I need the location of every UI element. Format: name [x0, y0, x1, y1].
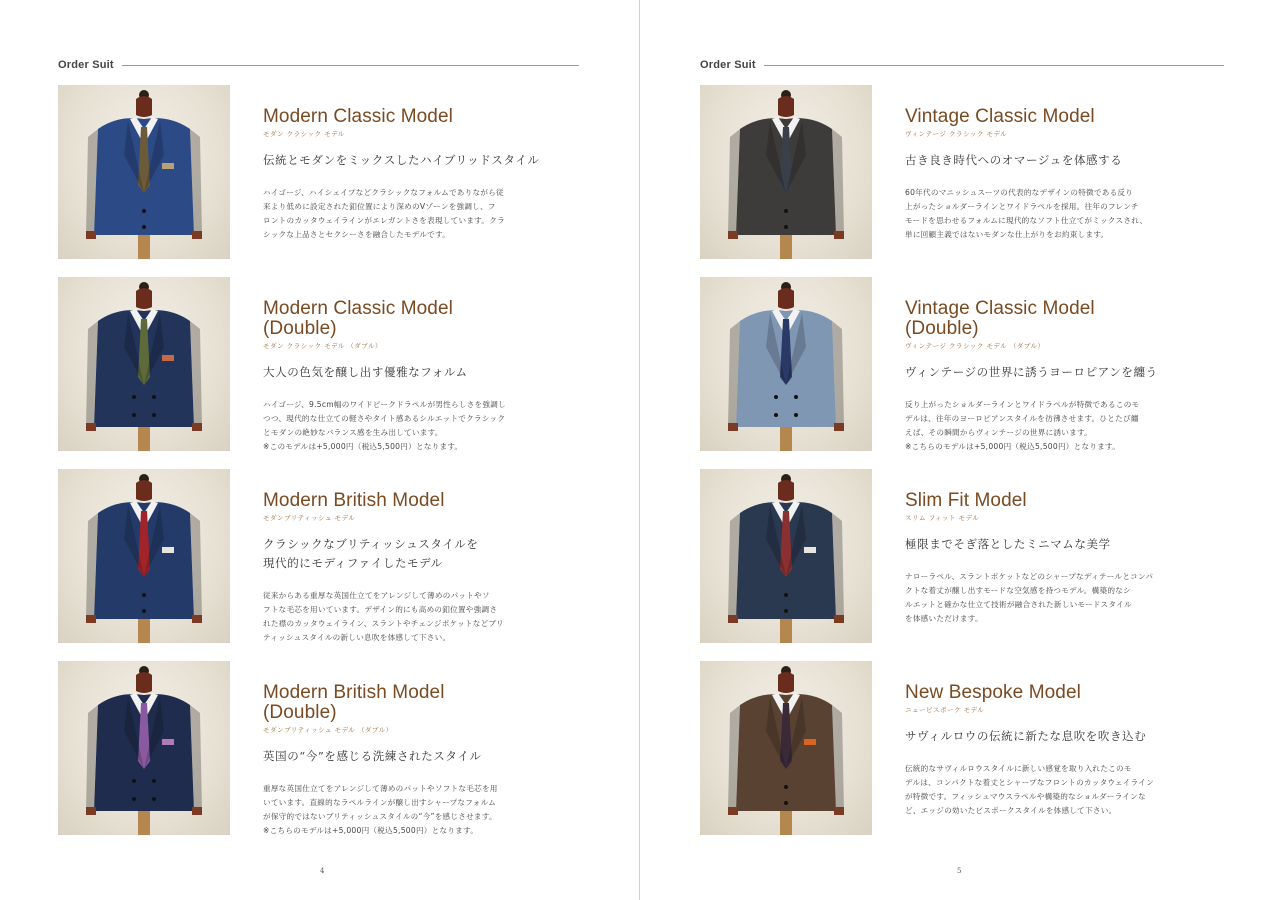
description-line: れた襟のカッタウェイライン、スラントやチェンジポケットなどブリ — [263, 619, 504, 628]
description-line: シックな上品さとセクシーさを融合したモデルです。 — [263, 230, 451, 239]
model-tagline — [263, 363, 583, 382]
model-kana: ニュービスポーク モデル — [905, 706, 985, 714]
tagline-line: クラシックなブリティッシュスタイルを — [263, 537, 479, 551]
suit-photo — [58, 469, 230, 643]
model-text — [263, 491, 583, 645]
section-rule — [764, 65, 1224, 66]
model-name: Modern Classic Model — [263, 298, 453, 319]
suit-photo — [58, 277, 230, 451]
section-header — [58, 57, 579, 73]
model-description — [905, 762, 1163, 818]
model-description — [905, 398, 1163, 454]
tagline-line: ヴィンテージの世界に誘うヨーロピアンを纏う — [905, 365, 1158, 379]
description-line: を体感いただけます。 — [905, 614, 983, 623]
model-kana: モダンブリティッシュ モデル — [263, 514, 356, 522]
description-line: 伝統的なサヴィルロウスタイルに新しい感覚を取り入れたこのモ — [905, 764, 1132, 773]
section-title: Order Suit — [700, 59, 756, 71]
description-line: デルは、コンパクトな着丈とシャープなフロントのカッタウェイライン — [905, 778, 1154, 787]
model-name: Modern Classic Model — [263, 106, 453, 127]
model-name: Modern British Model — [263, 490, 445, 511]
suit-photo — [700, 85, 872, 259]
description-line: とモダンの絶妙なバランス感を生み出しています。 — [263, 428, 443, 437]
description-line: ロントのカッタウェイラインがエレガントさを表現しています。クラ — [263, 216, 505, 225]
model-text — [263, 299, 583, 454]
model-description — [905, 186, 1163, 242]
description-line: ※こちらのモデルは+5,000円（税込5,500円）となります。 — [905, 442, 1121, 451]
description-line: ハイゴージ、9.5cm幅のワイドピークドラペルが男性らしさを強調し — [263, 400, 506, 409]
model-description — [263, 398, 521, 454]
model-tagline — [905, 151, 1225, 170]
suit-photo — [700, 469, 872, 643]
description-line: ナローラペル、スラントポケットなどのシャープなディテールとコンパ — [905, 572, 1154, 581]
model-name: New Bespoke Model — [905, 682, 1081, 703]
model-kana: ヴィンテージ クラシック モデル — [905, 130, 1008, 138]
model-tagline — [263, 747, 583, 766]
suit-illustration — [58, 277, 230, 451]
suit-photo — [58, 85, 230, 259]
model-block — [58, 469, 588, 644]
tagline-line: 現代的にモディファイしたモデル — [263, 556, 443, 570]
description-line: えば、その瞬間からヴィンテージの世界に誘います。 — [905, 428, 1093, 437]
model-tagline — [905, 535, 1225, 554]
model-text — [263, 107, 583, 242]
model-block — [58, 85, 588, 260]
model-name: (Double) — [905, 318, 979, 339]
description-line: ※このモデルは+5,000円（税込5,500円）となります。 — [263, 442, 463, 451]
model-description — [263, 782, 521, 838]
description-line: 上がったショルダーラインとワイドラペルを採用。往年のフレンチ — [905, 202, 1139, 211]
description-line: 単に回顧主義ではないモダンな仕上がりをお約束します。 — [905, 230, 1109, 239]
description-line: フトな毛芯を用いています。デザイン的にも高めの釦位置や強調さ — [263, 605, 498, 614]
suit-photo — [700, 277, 872, 451]
model-name: Vintage Classic Model — [905, 298, 1095, 319]
tagline-line: サヴィルロウの伝統に新たな息吹を吹き込む — [905, 729, 1147, 743]
tagline-line: 英国の“今”を感じる洗練されたスタイル — [263, 749, 482, 763]
model-description — [263, 589, 521, 645]
suit-illustration — [700, 85, 872, 259]
tagline-line: 古き良き時代へのオマージュを体感する — [905, 153, 1123, 167]
description-line: 重厚な英国仕立てをアレンジして薄めのパットやソフトな毛芯を用 — [263, 784, 498, 793]
description-line: つつ、現代的な仕立ての軽さやタイト感あるシルエットでクラシック — [263, 414, 506, 423]
model-name: (Double) — [263, 318, 337, 339]
model-tagline — [905, 363, 1225, 382]
right-page — [641, 0, 1280, 900]
description-line: 来より低めに設定された釦位置により深めのVゾーンを強調し、フ — [263, 202, 496, 211]
model-kana: スリム フィット モデル — [905, 514, 980, 522]
model-text — [263, 683, 583, 838]
description-line: ルエットと確かな仕立て技術が融合された新しいモードスタイル — [905, 600, 1132, 609]
tagline-line: 極限までそぎ落としたミニマムな美学 — [905, 537, 1111, 551]
description-line: が保守的ではないブリティッシュスタイルの“今”を感じさせます。 — [263, 812, 497, 821]
suit-photo — [700, 661, 872, 835]
description-line: 反り上がったショルダーラインとワイドラペルが特徴であるこのモ — [905, 400, 1140, 409]
model-block — [58, 277, 588, 452]
model-block — [700, 277, 1230, 452]
model-text — [905, 491, 1225, 626]
suit-illustration — [58, 661, 230, 835]
suit-illustration — [700, 469, 872, 643]
page-number: 4 — [320, 867, 325, 875]
model-tagline — [263, 535, 583, 573]
description-line: いています。直線的なラペルラインが醸し出すシャープなフォルム — [263, 798, 496, 807]
suit-illustration — [700, 277, 872, 451]
description-line: ど、エッジの効いたビスポークスタイルを体感して下さい。 — [905, 806, 1117, 815]
description-line: ※こちらのモデルは+5,000円（税込5,500円）となります。 — [263, 826, 479, 835]
model-block — [700, 85, 1230, 260]
model-name: (Double) — [263, 702, 337, 723]
model-description — [905, 570, 1163, 626]
description-line: 従来からある重厚な英国仕立てをアレンジして薄めのパットやソ — [263, 591, 490, 600]
model-text — [905, 683, 1225, 818]
description-line: モードを思わせるフォルムに現代的なソフト仕立てがミックスされ、 — [905, 216, 1148, 225]
model-kana: モダンブリティッシュ モデル （ダブル） — [263, 726, 393, 734]
model-kana: モダン クラシック モデル （ダブル） — [263, 342, 383, 350]
tagline-line: 伝統とモダンをミックスしたハイブリッドスタイル — [263, 153, 540, 167]
suit-photo — [58, 661, 230, 835]
model-tagline — [905, 727, 1225, 746]
model-block — [700, 661, 1230, 836]
model-name: Slim Fit Model — [905, 490, 1027, 511]
description-line: クトな着丈が醸し出すモードな空気感を持つモデル。構築的なシ — [905, 586, 1131, 595]
model-text — [905, 299, 1225, 454]
section-title: Order Suit — [58, 59, 114, 71]
description-line: が特徴です。フィッシュマウスラペルや構築的なショルダーラインな — [905, 792, 1146, 801]
model-name: Vintage Classic Model — [905, 106, 1095, 127]
model-text — [905, 107, 1225, 242]
description-line: デルは、往年のヨーロピアンスタイルを彷彿させます。ひとたび纏 — [905, 414, 1139, 423]
description-line: ハイゴージ、ハイシェイプなどクラシックなフォルムでありながら従 — [263, 188, 504, 197]
model-block — [700, 469, 1230, 644]
model-description — [263, 186, 521, 242]
model-tagline — [263, 151, 583, 170]
section-header — [700, 57, 1224, 73]
section-rule — [122, 65, 579, 66]
description-line: ティッシュスタイルの新しい息吹を体感して下さい。 — [263, 633, 451, 642]
tagline-line: 大人の色気を醸し出す優雅なフォルム — [263, 365, 468, 379]
model-kana: ヴィンテージ クラシック モデル （ダブル） — [905, 342, 1045, 350]
model-name: Modern British Model — [263, 682, 445, 703]
suit-illustration — [700, 661, 872, 835]
model-kana: モダン クラシック モデル — [263, 130, 345, 138]
description-line: 60年代のマニッシュスーツの代表的なデザインの特徴である反り — [905, 188, 1134, 197]
suit-illustration — [58, 85, 230, 259]
suit-illustration — [58, 469, 230, 643]
page-number: 5 — [957, 867, 962, 875]
model-block — [58, 661, 588, 836]
